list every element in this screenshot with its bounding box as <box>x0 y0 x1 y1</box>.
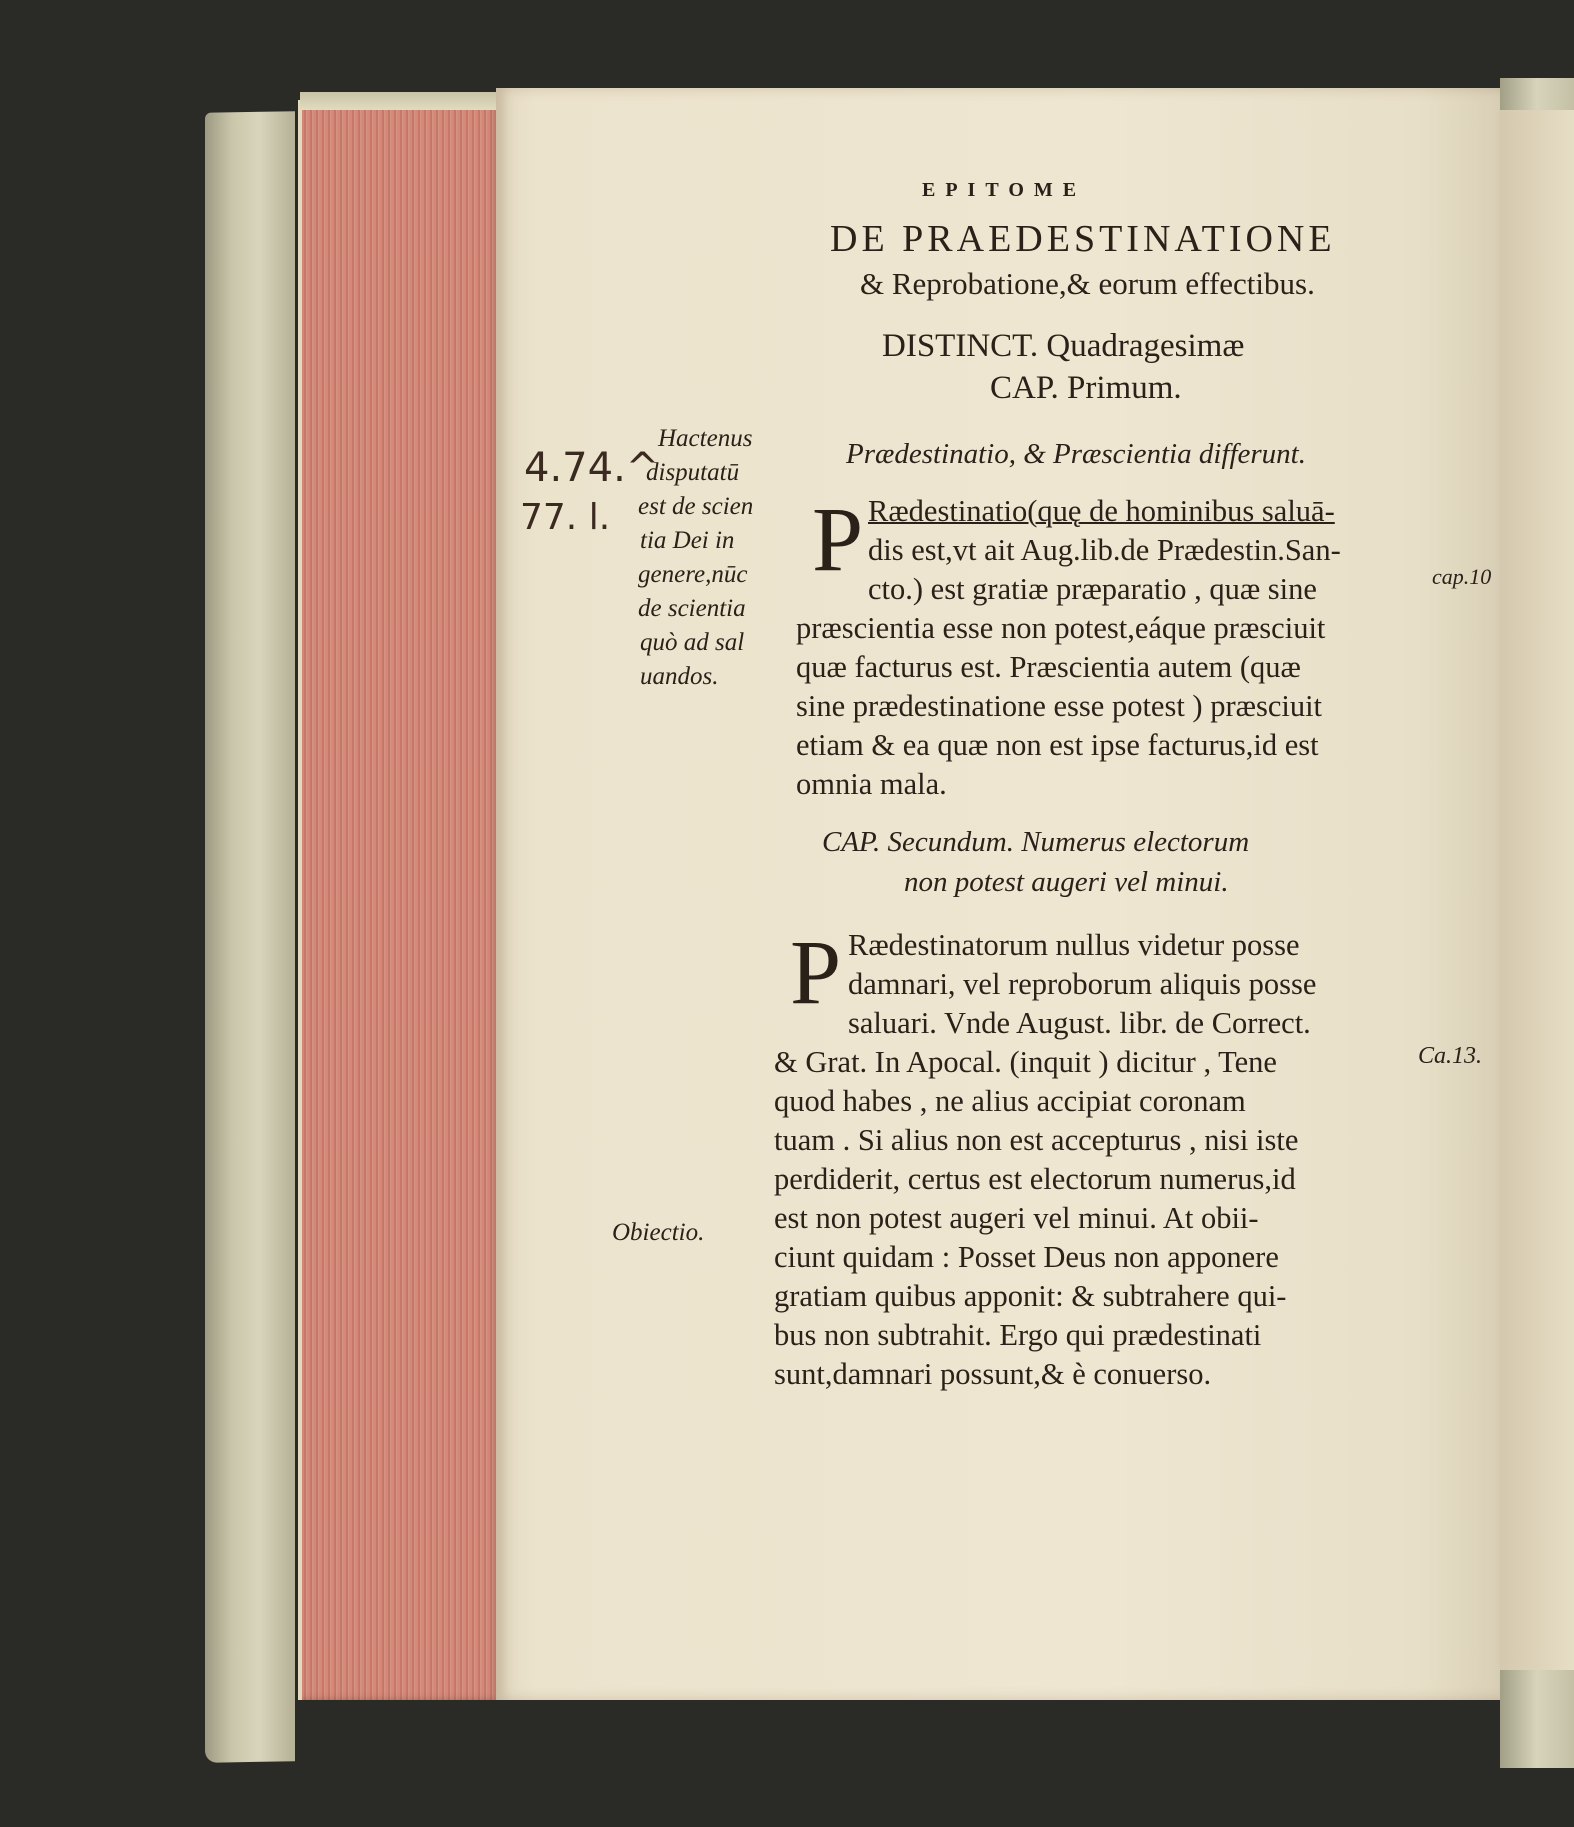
margin-gloss-line: est de scien <box>638 493 754 520</box>
margin-note-right: Ca.13. <box>1418 1043 1483 1069</box>
dropcap-2: P <box>790 921 842 1023</box>
ch2-line: tuam . Si alius non est accepturus , nisi iste <box>774 1123 1299 1157</box>
page-block-top <box>300 92 500 110</box>
ch2-line: Rædestinatorum nullus videtur posse <box>848 928 1300 962</box>
ch2-line: gratiam quibus apponit: & subtrahere qui- <box>774 1279 1287 1313</box>
handwritten-note: 77. l. <box>520 497 611 538</box>
ch1-line: omnia mala. <box>796 767 947 801</box>
ch1-line-text: Rædestinatio(quę de hominibus saluā- <box>868 494 1335 528</box>
running-header: EPITOME <box>922 179 1087 201</box>
ch2-line: damnari, vel reproborum aliquis posse <box>848 967 1317 1001</box>
ch1-line: sine prædestinatione esse potest ) præsciuit <box>796 689 1323 723</box>
margin-gloss-line: Hactenus <box>658 425 753 452</box>
facing-page-edge <box>1498 110 1574 1670</box>
page-edges <box>298 100 502 1700</box>
chapter2-heading: CAP. Secundum. Numerus electorum <box>822 826 1250 858</box>
ch1-line: præscientia esse non potest,eáque præsciuit <box>796 611 1326 645</box>
ch2-line: ciunt quidam : Posset Deus non apponere <box>774 1240 1279 1274</box>
book-cover-left <box>205 111 295 1763</box>
ch2-line: quod habes , ne alius accipiat coronam <box>774 1084 1246 1118</box>
margin-gloss-line: disputatū <box>646 459 740 486</box>
handwritten-note: 4.74.^ <box>524 445 660 491</box>
chapter1-heading: Prædestinatio, & Præscientia differunt. <box>846 438 1306 470</box>
page-subtitle: & Reprobatione,& eorum effectibus. <box>860 266 1315 301</box>
margin-note-right: cap.10 <box>1432 564 1492 589</box>
page-title: DE PRAEDESTINATIONE <box>830 218 1336 260</box>
ch2-line: perdiderit, certus est electorum numerus,id <box>774 1162 1296 1196</box>
margin-gloss-line: tia Dei in <box>640 527 735 554</box>
ch1-line: dis est,vt ait Aug.lib.de Prædestin.San- <box>868 533 1341 567</box>
dropcap-1: P <box>812 488 864 590</box>
ch2-line: est non potest augeri vel minui. At obii- <box>774 1201 1259 1235</box>
ch1-line <box>868 496 1335 527</box>
margin-gloss-line: uandos. <box>640 663 719 690</box>
margin-gloss-line: quò ad sal <box>640 629 745 656</box>
ch1-line: etiam & ea quæ non est ipse facturus,id est <box>796 728 1319 762</box>
ch2-line: & Grat. In Apocal. (inquit ) dicitur , Tene <box>774 1045 1277 1079</box>
ch2-line: saluari. Vnde August. libr. de Correct. <box>848 1006 1311 1040</box>
margin-gloss-line: de scientia <box>638 595 746 622</box>
ch2-line: sunt,damnari possunt,& è conuerso. <box>774 1357 1212 1391</box>
chapter-heading: CAP. Primum. <box>990 370 1182 406</box>
chapter2-heading-2: non potest augeri vel minui. <box>904 866 1229 898</box>
ch1-line: quæ facturus est. Præscientia autem (quæ <box>796 650 1301 684</box>
margin-objectio: Obiectio. <box>612 1219 705 1246</box>
ch2-line: bus non subtrahit. Ergo qui prædestinati <box>774 1318 1262 1352</box>
margin-gloss-line: genere,nūc <box>638 561 748 588</box>
ch1-line: cto.) est gratiæ præparatio , quæ sine <box>868 572 1317 606</box>
distinction-heading: DISTINCT. Quadragesimæ <box>882 328 1245 364</box>
page <box>496 88 1500 1700</box>
